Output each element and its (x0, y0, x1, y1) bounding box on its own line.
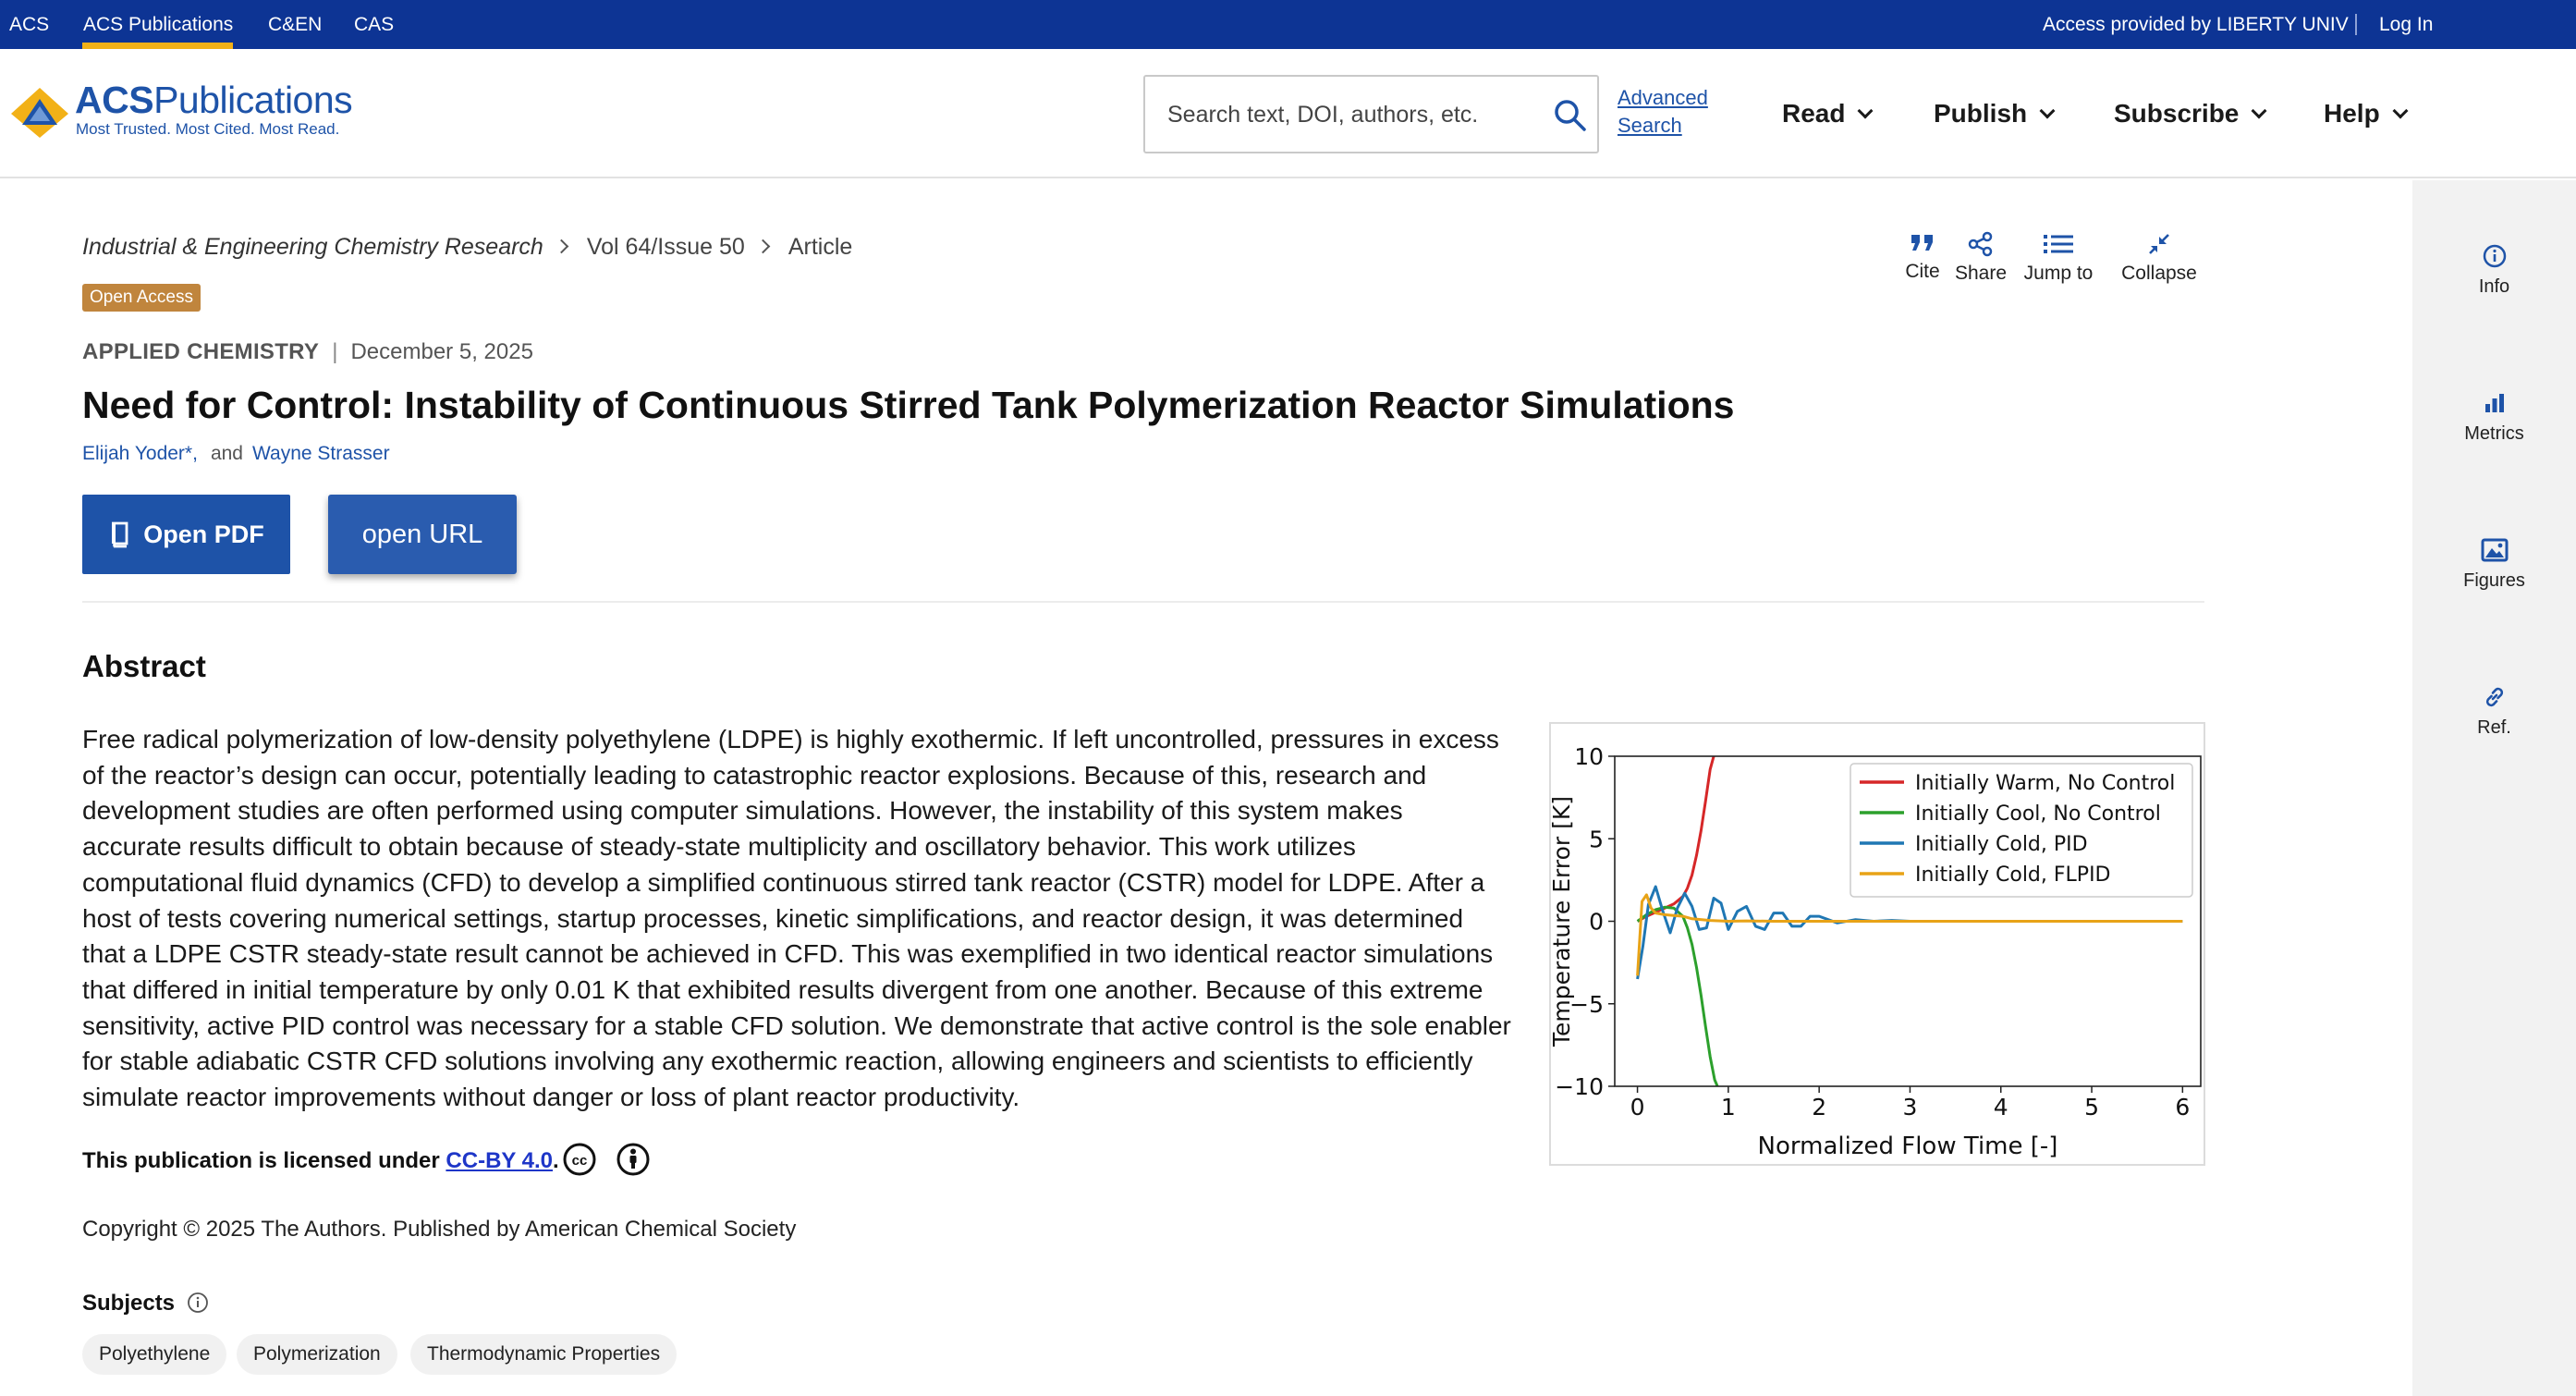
series-line-3 (1638, 887, 2183, 979)
abstract-text: Free radical polymerization of low-density polyethylene (LDPE) is highly exothermic. If left uncontrolled, pressures in excess of the reactor’s design can occur, potentially leading to catastrophic reactor explosions. Because of this, research and development studies are often performed using computer simulations. However, the instability of this system makes accurate results difficult to obtain because of steady-state multiplicity and oscillatory behavior. This work utilizes computational fluid dynamics (CFD) to develop a simplified continuous stirred tank reactor (CSTR) model for LDPE. After a host of tests covering numerical settings, startup processes, kinetic simplifications, and reactor design, it was determined that a LDPE CSTR steady-state result cannot be achieved in CFD. This was exemplified in two identical reactor simulations that differed in initial temperature by only 0.01 K that exhibited results divergent from one another. Because of this extreme sensitivity, active PID control was necessary for a stable CFD solution. We demonstrate that active control is the sole enabler for stable adiabatic CSTR CFD solutions involving any exothermic reaction, allowing engineers and scientists to efficiently simulate reactor improvements without danger or loss of plant reactor productivity. (82, 725, 1511, 1112)
search-box (1143, 75, 1599, 153)
acs-logo-icon[interactable] (9, 86, 70, 140)
y-tick-label: 10 (1574, 743, 1604, 770)
open-url-button[interactable]: open URL (328, 495, 517, 574)
chevron-down-icon (2040, 104, 2056, 119)
topbar-link-cen[interactable]: C&EN (268, 14, 323, 35)
breadcrumb-journal[interactable]: Industrial & Engineering Chemistry Research (82, 234, 543, 260)
quote-icon (1909, 231, 1936, 255)
topbar-link-acs[interactable]: ACS (9, 14, 50, 35)
legend-label: Initially Cold, FLPID (1915, 863, 2111, 887)
x-tick-label: 1 (1720, 1094, 1736, 1120)
x-tick-label: 3 (1902, 1094, 1918, 1120)
info-icon (2482, 243, 2508, 269)
x-tick-label: 5 (2084, 1094, 2099, 1120)
author-link[interactable]: Elijah Yoder*, (82, 443, 198, 464)
article-date: December 5, 2025 (350, 339, 533, 364)
article-section: APPLIED CHEMISTRY (82, 339, 320, 364)
legend-label: Initially Warm, No Control (1915, 772, 2176, 795)
chevron-down-icon (2252, 104, 2267, 119)
access-provider: Access provided by LIBERTY UNIV (2043, 14, 2349, 35)
series-line-2 (1638, 907, 1718, 1086)
share-icon (1967, 231, 1995, 257)
nav-help[interactable]: Help (2324, 95, 2406, 132)
y-tick-label: 5 (1589, 826, 1604, 853)
cite-tool[interactable]: Cite (1886, 231, 1959, 283)
share-tool[interactable]: Share (1944, 231, 2018, 285)
chevron-down-icon (2392, 104, 2408, 119)
copyright-statement: Copyright © 2025 The Authors. Published by American Chemical Society (82, 1217, 797, 1242)
chevron-right-icon (555, 239, 569, 254)
x-tick-label: 0 (1630, 1094, 1645, 1120)
cc-license-icons (561, 1141, 653, 1178)
link-icon (2482, 684, 2508, 710)
subjects-heading: Subjects (82, 1291, 209, 1316)
article-kicker: APPLIED CHEMISTRY | December 5, 2025 (82, 339, 533, 364)
search-icon[interactable] (1553, 98, 1588, 133)
topbar-link-cas[interactable]: CAS (354, 14, 395, 35)
series-line-4 (1638, 895, 2183, 976)
y-tick-label: 0 (1589, 908, 1604, 936)
abstract-heading: Abstract (82, 649, 206, 683)
subject-chip-polymerization[interactable]: Polymerization (237, 1334, 397, 1375)
license-link[interactable]: CC-BY 4.0 (446, 1148, 553, 1173)
svg-text:cc: cc (571, 1153, 588, 1169)
temperature-error-chart (1548, 724, 2204, 1164)
breadcrumb-issue[interactable]: Vol 64/Issue 50 (586, 234, 745, 260)
y-tick-label: −10 (1555, 1073, 1604, 1100)
author-list: Elijah Yoder*, and Wayne Strasser (82, 443, 390, 464)
login-link[interactable]: Log In (2379, 14, 2434, 35)
y-tick-label: −5 (1569, 990, 1604, 1018)
chevron-down-icon (1858, 104, 1874, 119)
right-rail (2412, 180, 2576, 1396)
legend-label: Initially Cold, PID (1915, 833, 2088, 856)
author-link[interactable]: Wayne Strasser (251, 443, 390, 464)
rail-metrics[interactable]: Metrics (2412, 390, 2576, 445)
breadcrumb-article: Article (787, 234, 853, 260)
rail-references[interactable]: Ref. (2412, 684, 2576, 739)
topbar-link-acs-publications[interactable]: ACS Publications (83, 14, 234, 35)
jump-to-tool[interactable]: Jump to (2015, 231, 2102, 285)
bar-chart-icon (2482, 390, 2508, 416)
x-tick-label: 6 (2175, 1094, 2191, 1120)
legend-label: Initially Cool, No Control (1915, 802, 2161, 826)
logo-tagline: Most Trusted. Most Cited. Most Read. (76, 120, 340, 138)
y-axis-label: Temperature Error [K] (1548, 795, 1575, 1047)
advanced-search-link[interactable]: Advanced Search (1618, 86, 1708, 137)
nav-publish[interactable]: Publish (1934, 95, 2053, 132)
subject-chip-polyethylene[interactable]: Polyethylene (82, 1334, 226, 1375)
section-divider (82, 601, 2204, 603)
search-input[interactable] (1167, 95, 1537, 134)
collapse-icon (2146, 231, 2172, 257)
rail-info[interactable]: Info (2412, 243, 2576, 298)
rail-figures[interactable]: Figures (2412, 537, 2576, 592)
collapse-tool[interactable]: Collapse (2112, 231, 2206, 285)
nav-subscribe[interactable]: Subscribe (2114, 95, 2265, 132)
x-tick-label: 2 (1812, 1094, 1827, 1120)
book-icon (108, 521, 130, 547)
active-tab-indicator (82, 43, 233, 49)
breadcrumb (82, 234, 852, 261)
subject-chip-thermodynamic-properties[interactable]: Thermodynamic Properties (410, 1334, 677, 1375)
license-statement: This publication is licensed under CC-BY 4.0. (82, 1148, 559, 1173)
open-pdf-button[interactable]: Open PDF (82, 495, 290, 574)
series-line-1 (1638, 756, 1715, 922)
info-icon[interactable] (187, 1292, 209, 1314)
x-tick-label: 4 (1993, 1094, 2008, 1120)
top-bar (0, 0, 2576, 49)
chevron-right-icon (756, 239, 771, 254)
list-icon (2042, 231, 2075, 257)
graphical-abstract-figure[interactable] (1549, 722, 2205, 1166)
topbar-separator (2355, 14, 2357, 35)
nav-read[interactable]: Read (1782, 95, 1871, 132)
open-access-badge: Open Access (82, 284, 201, 312)
site-header (0, 49, 2576, 178)
logo-wordmark[interactable]: ACSPublications (75, 79, 353, 121)
by-attribution-icon (618, 1145, 648, 1174)
article-title: Need for Control: Instability of Continuous Stirred Tank Polymerization Reactor Simulations (82, 384, 1735, 426)
image-icon (2481, 537, 2509, 563)
x-axis-label: Normalized Flow Time [-] (1757, 1133, 2058, 1160)
cc-icon (565, 1145, 594, 1174)
